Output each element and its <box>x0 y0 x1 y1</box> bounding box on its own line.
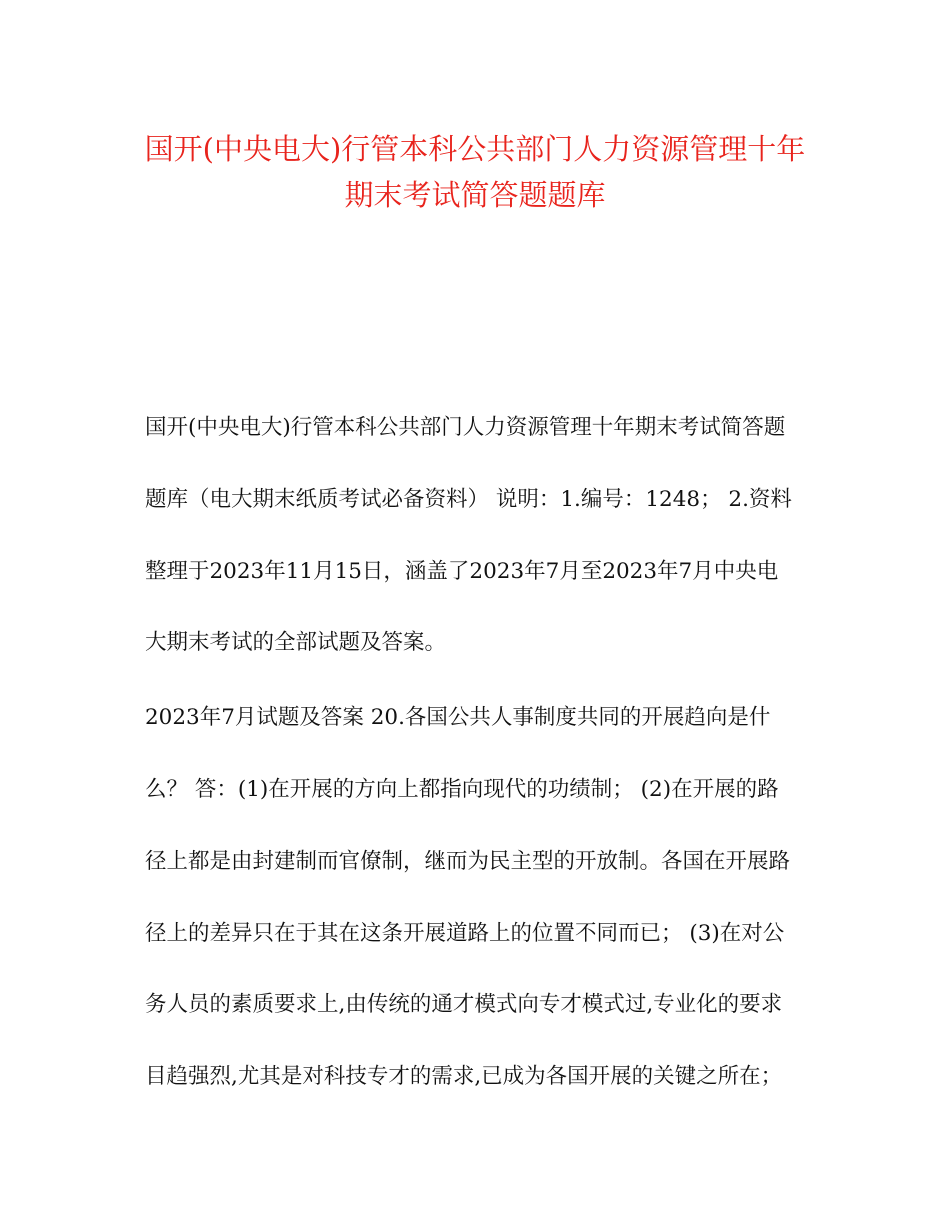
body-line-7: 径上都是由封建制而官僚制，继而为民主型的开放制。各国在开展路 <box>145 849 791 874</box>
body-line-2: 题库（电大期末纸质考试必备资料） 说明：1.编号：1248； 2.资料 <box>145 487 792 512</box>
body-line-6: 么？ 答：(1)在开展的方向上都指向现代的功绩制； (2)在开展的路 <box>145 777 779 802</box>
body-line-9: 务人员的素质要求上,由传统的通才模式向专才模式过,专业化的要求 <box>145 992 783 1017</box>
document-title-line-1: 国开(中央电大)行管本科公共部门人力资源管理十年 <box>144 132 806 166</box>
body-line-5: 2023年7月试题及答案 20.各国公共人事制度共同的开展趋向是什 <box>145 705 771 730</box>
body-line-4: 大期末考试的全部试题及答案。 <box>145 630 447 655</box>
body-line-10: 目趋强烈,尤其是对科技专才的需求,已成为各国开展的关键之所在； <box>145 1064 783 1089</box>
document-title-line-2: 期末考试简答题题库 <box>344 178 606 212</box>
body-line-1: 国开(中央电大)行管本科公共部门人力资源管理十年期末考试简答题 <box>145 415 786 440</box>
body-line-8: 径上的差异只在于其在这条开展道路上的位置不同而已； (3)在对公 <box>145 921 785 946</box>
body-line-3: 整理于2023年11月15日，涵盖了2023年7月至2023年7月中央电 <box>145 559 779 584</box>
